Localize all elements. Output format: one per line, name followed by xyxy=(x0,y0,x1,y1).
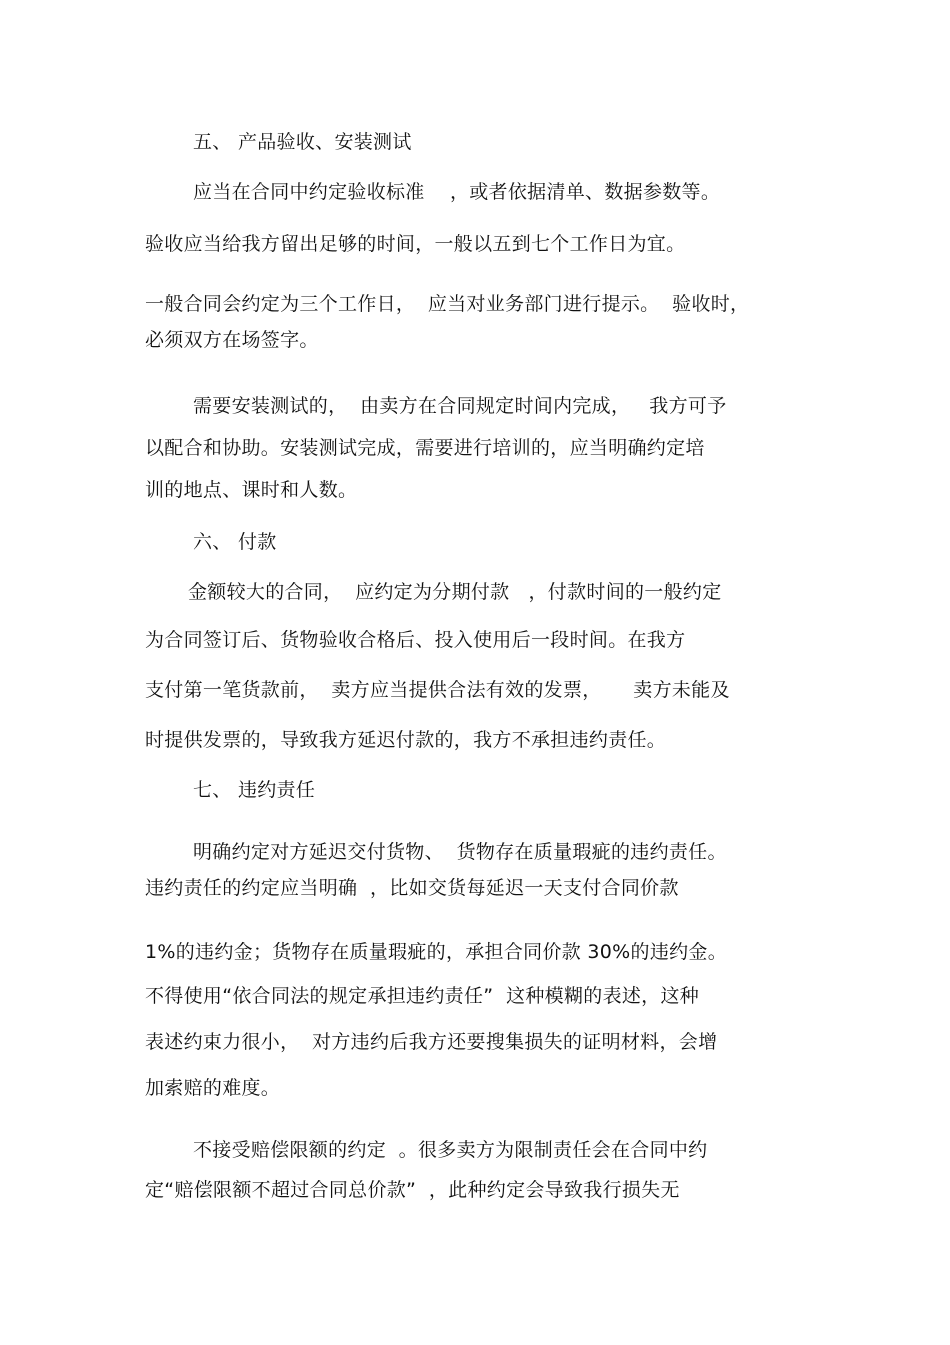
paragraph-line: 不接受赔偿限额的约定 。很多卖方为限制责任会在合同中约 xyxy=(193,1139,708,1161)
paragraph-line: 验收应当给我方留出足够的时间，一般以五到七个工作日为宜。 xyxy=(145,233,686,255)
paragraph-line: 表述约束力很小， 对方违约后我方还要搜集损失的证明材料，会增 xyxy=(145,1031,718,1053)
section-heading-breach: 七、 违约责任 xyxy=(193,779,316,801)
paragraph-line: 明确约定对方延迟交付货物、 货物存在质量瑕疵的违约责任。 xyxy=(193,841,727,863)
paragraph-line: 需要安装测试的， 由卖方在合同规定时间内完成， 我方可予 xyxy=(193,395,727,417)
paragraph-line: 时提供发票的，导致我方延迟付款的，我方不承担违约责任。 xyxy=(145,729,667,751)
paragraph-line: 支付第一笔货款前， 卖方应当提供合法有效的发票， 卖方未能及 xyxy=(145,679,730,701)
section-heading-payment: 六、 付款 xyxy=(193,531,277,553)
paragraph-line: 以配合和协助。安装测试完成，需要进行培训的，应当明确约定培 xyxy=(145,437,705,459)
paragraph-line: 定“赔偿限额不超过合同总价款” ，此种约定会导致我行损失无 xyxy=(145,1179,680,1201)
paragraph-line: 训的地点、课时和人数。 xyxy=(145,479,358,501)
paragraph-line: 不得使用“依合同法的规定承担违约责任” 这种模糊的表述，这种 xyxy=(145,985,700,1007)
paragraph-line: 应当在合同中约定验收标准 ，或者依据清单、数据参数等。 xyxy=(193,181,721,203)
paragraph-line: 金额较大的合同， 应约定为分期付款 ，付款时间的一般约定 xyxy=(188,581,722,603)
paragraph-line: 必须双方在场签字。 xyxy=(145,329,319,351)
paragraph-line: 为合同签订后、货物验收合格后、投入使用后一段时间。在我方 xyxy=(145,629,686,651)
paragraph-line: 1%的违约金；货物存在质量瑕疵的，承担合同价款 30%的违约金。 xyxy=(145,941,728,963)
paragraph-line: 加索赔的难度。 xyxy=(145,1077,281,1099)
paragraph-line: 一般合同会约定为三个工作日， 应当对业务部门进行提示。 验收时， xyxy=(145,293,750,315)
paragraph-line: 违约责任的约定应当明确 ，比如交货每延迟一天支付合同价款 xyxy=(145,877,679,899)
section-heading-acceptance: 五、 产品验收、安装测试 xyxy=(193,131,412,153)
